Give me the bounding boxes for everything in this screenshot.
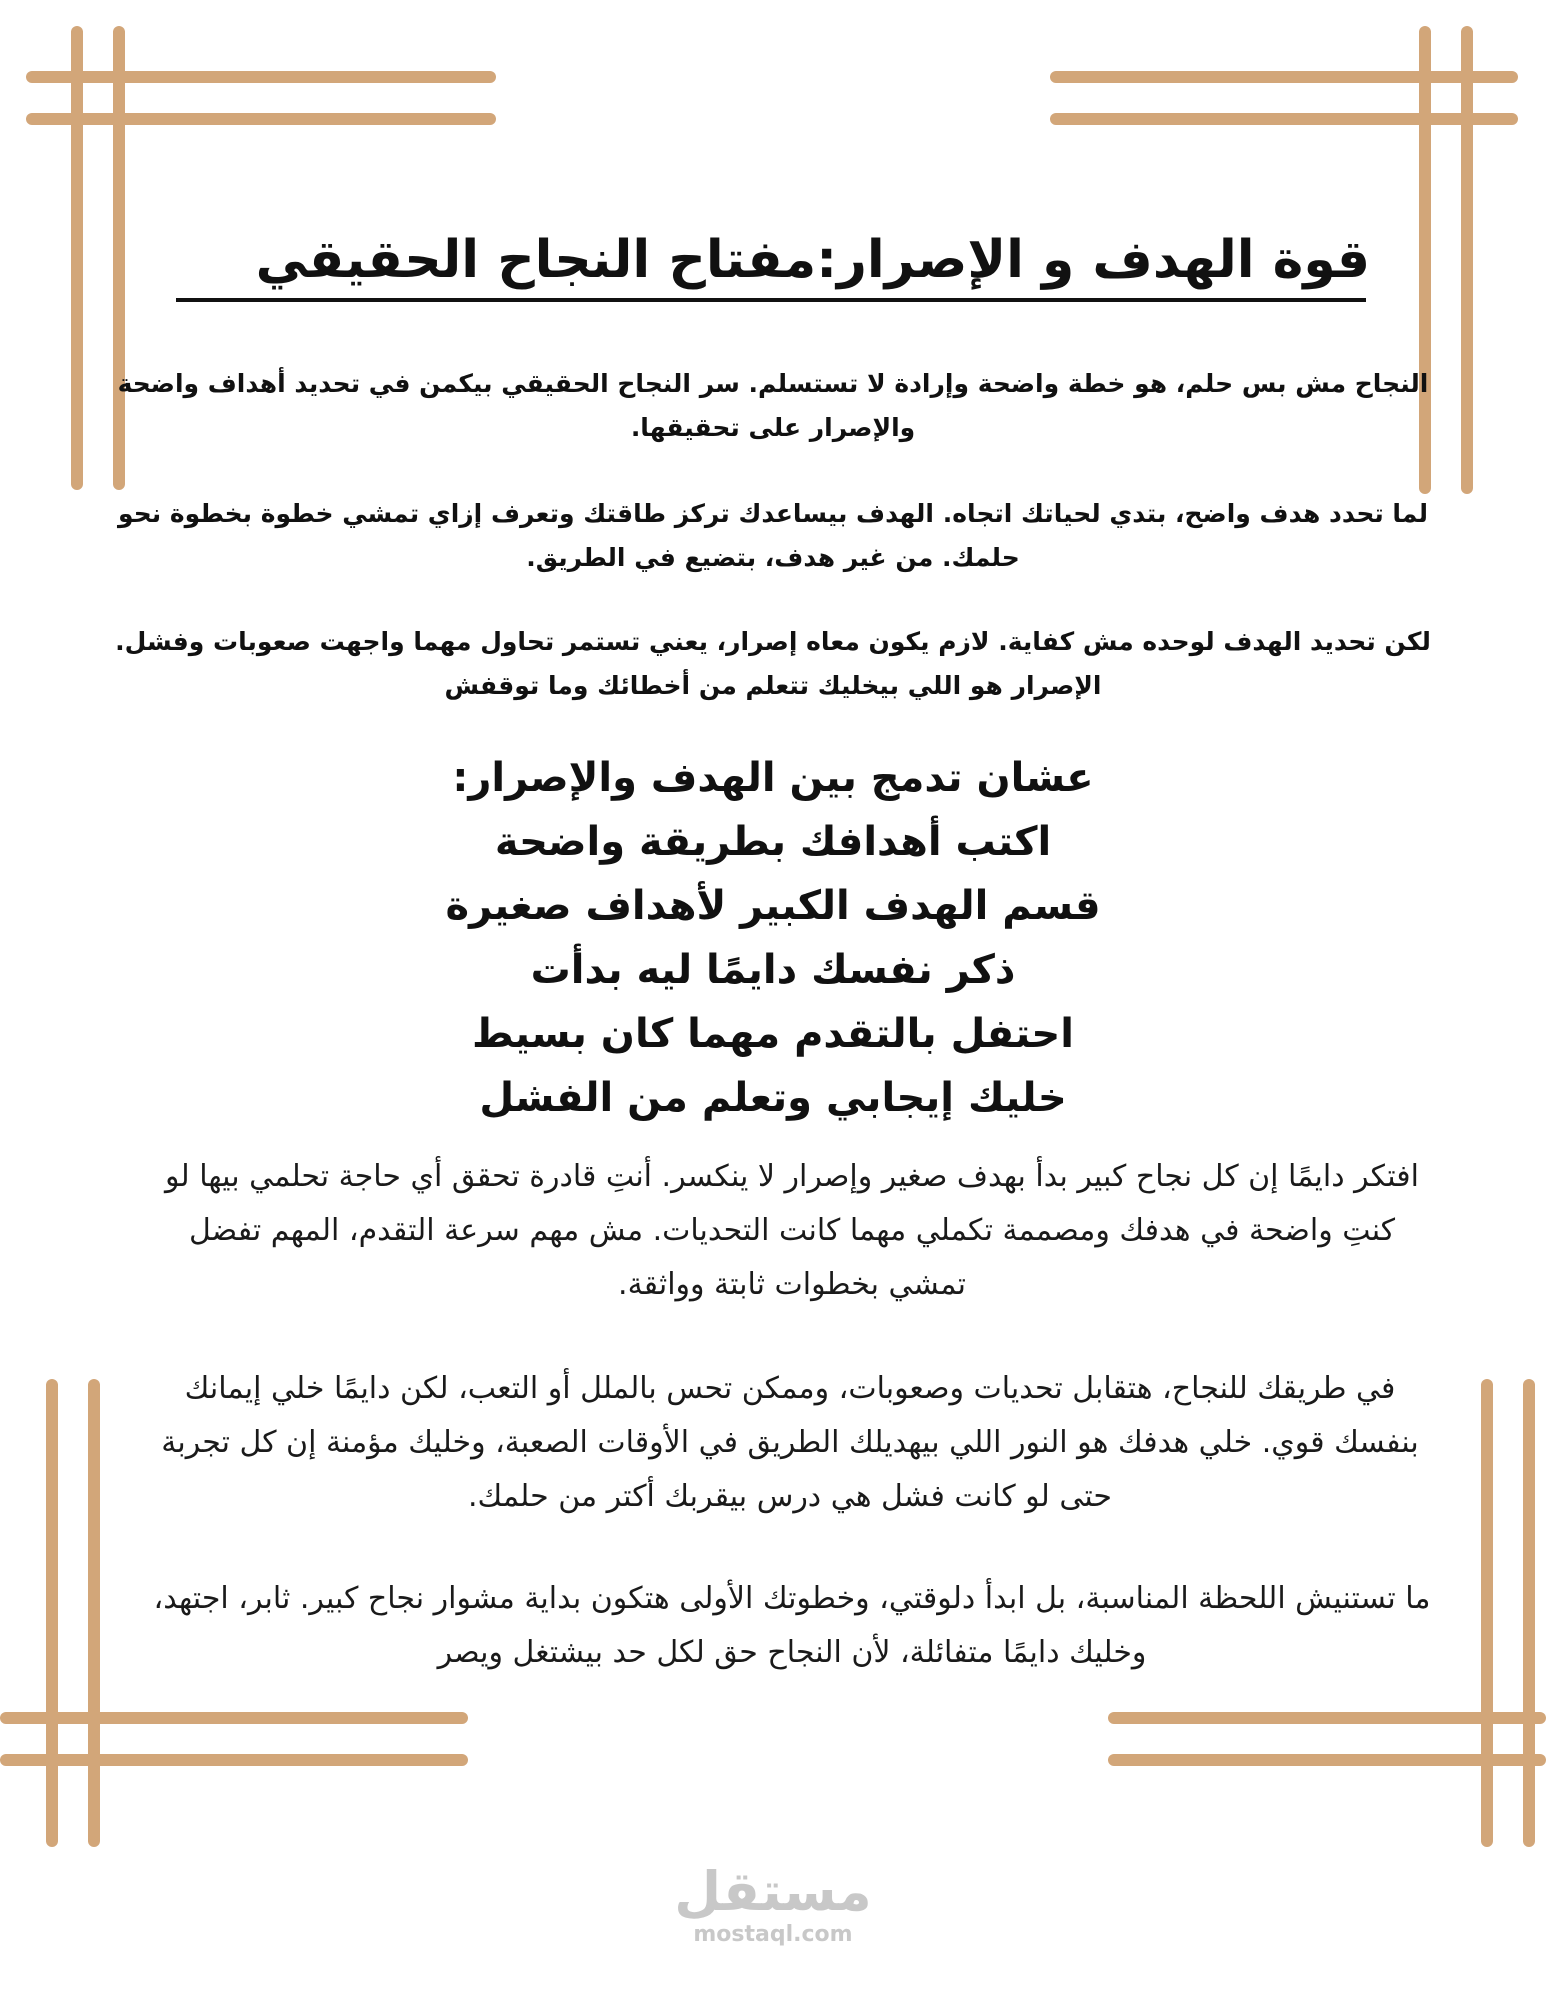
watermark-latin: mostaql.com bbox=[693, 1922, 853, 1947]
tip-item: اكتب أهدافك بطريقة واضحة bbox=[494, 819, 1052, 865]
frame-top-right-h2 bbox=[1050, 113, 1518, 125]
tip-item: قسم الهدف الكبير لأهداف صغيرة bbox=[445, 883, 1101, 929]
mostaql-watermark-logo bbox=[660, 1862, 886, 1948]
intro-paragraph-3: لكن تحديد الهدف لوحده مش كفاية. لازم يكون معاه إصرار، يعني تستمر تحاول مهما واجهت صعوبات وفشل. الإصرار هو اللي بيخليك تتعلم من أخطائك وما توقفش bbox=[115, 627, 1431, 700]
tips-list bbox=[360, 746, 1186, 1130]
frame-bottom-left-h2 bbox=[0, 1754, 468, 1766]
intro-paragraph-2: لما تحدد هدف واضح، بتدي لحياتك اتجاه. الهدف بيساعدك تركز طاقتك وتعرف إزاي تمشي خطوة بخطوة نحو حلمك. من غير هدف، بتضيع في الطريق. bbox=[118, 499, 1428, 572]
frame-bottom-right-v2 bbox=[1523, 1379, 1535, 1847]
closing-paragraph-2: في طريقك للنجاح، هتقابل تحديات وصعوبات، وممكن تحس بالملل أو التعب، لكن دايمًا خلي إيمانك بنفسك قوي. خلي هدفك هو النور اللي بيهديلك الطريق في الأوقات الصعبة، وخليك مؤمنة إن كل تجربة حتى لو كانت فشل هي درس بيقربك أكتر من حلمك. bbox=[161, 1371, 1419, 1514]
frame-bottom-left-h1 bbox=[0, 1712, 468, 1724]
frame-bottom-left-v2 bbox=[88, 1379, 100, 1847]
page-title: قوة الهدف و الإصرار:مفتاح النجاح الحقيقي bbox=[255, 230, 1370, 290]
tip-item: ذكر نفسك دايمًا ليه بدأت bbox=[530, 947, 1016, 993]
frame-top-left-h1 bbox=[26, 71, 496, 83]
watermark-arabic: مستقل bbox=[674, 1860, 872, 1923]
tip-item: احتفل بالتقدم مهما كان بسيط bbox=[472, 1011, 1074, 1057]
frame-top-right-v2 bbox=[1461, 26, 1473, 494]
tip-item: خليك إيجابي وتعلم من الفشل bbox=[479, 1075, 1067, 1121]
closing-paragraph-1: افتكر دايمًا إن كل نجاح كبير بدأ بهدف صغير وإصرار لا ينكسر. أنتِ قادرة تحقق أي حاجة تحلمي بيها لو كنتِ واضحة في هدفك ومصممة تكملي مهما كانت التحديات. مش مهم سرعة التقدم، المهم تفضل تمشي بخطوات ثابتة وواثقة. bbox=[165, 1159, 1419, 1302]
tips-heading: عشان تدمج بين الهدف والإصرار: bbox=[452, 755, 1094, 801]
intro-paragraph-1: النجاح مش بس حلم، هو خطة واضحة وإرادة لا تستسلم. سر النجاح الحقيقي بيكمن في تحديد أهداف واضحة والإصرار على تحقيقها. bbox=[117, 369, 1429, 442]
frame-top-left-v1 bbox=[71, 26, 83, 490]
closing-paragraph-3: ما تستنيش اللحظة المناسبة، بل ابدأ دلوقتي، وخطوتك الأولى هتكون بداية مشوار نجاح كبير. ثابر، اجتهد، وخليك دايمًا متفائلة، لأن النجاح حق لكل حد بيشتغل ويصر bbox=[153, 1581, 1431, 1670]
frame-top-right-h1 bbox=[1050, 71, 1518, 83]
frame-bottom-left-v1 bbox=[46, 1379, 58, 1847]
frame-top-left-h2 bbox=[26, 113, 496, 125]
title-underline bbox=[176, 298, 1366, 302]
frame-bottom-right-v1 bbox=[1481, 1379, 1493, 1847]
